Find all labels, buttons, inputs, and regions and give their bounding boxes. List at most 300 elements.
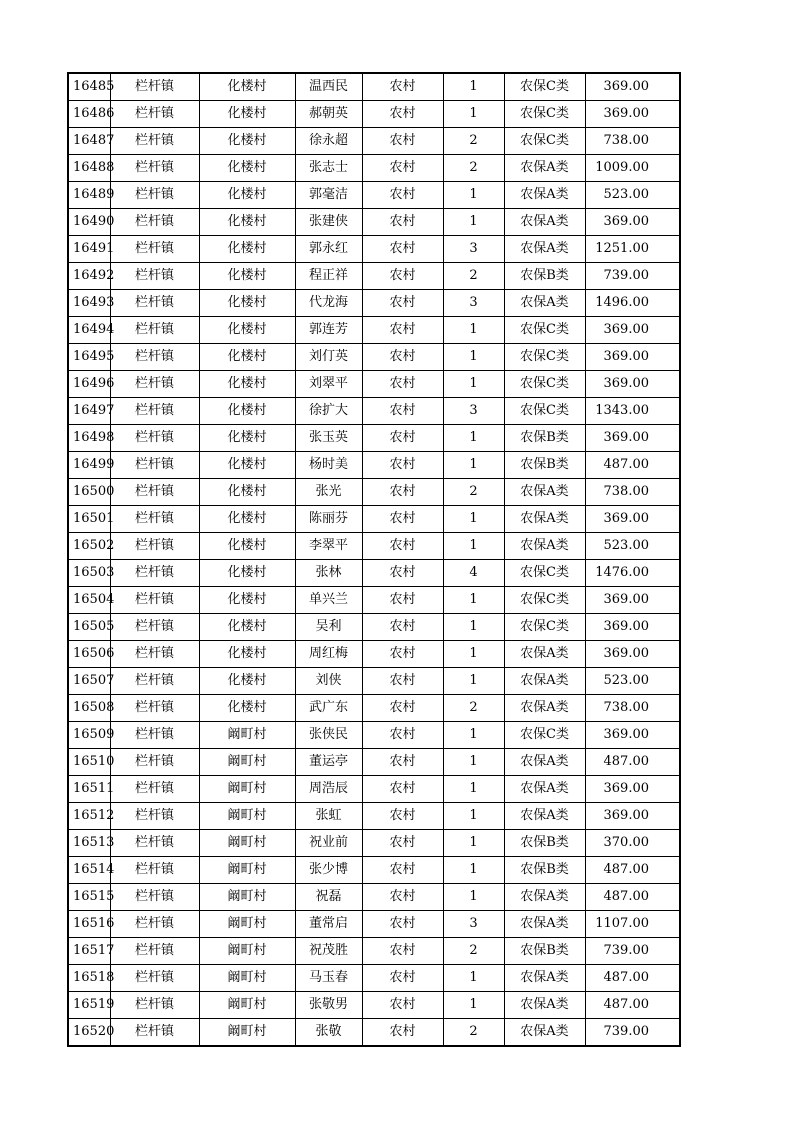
cell-amount: 487.00 — [585, 749, 680, 776]
cell-village: 化楼村 — [199, 614, 295, 641]
cell-name: 刘翠平 — [295, 371, 362, 398]
cell-type: 农村 — [362, 992, 443, 1019]
cell-town: 栏杆镇 — [110, 641, 199, 668]
cell-town: 栏杆镇 — [110, 992, 199, 1019]
cell-amount: 369.00 — [585, 317, 680, 344]
cell-amount: 369.00 — [585, 587, 680, 614]
cell-type: 农村 — [362, 911, 443, 938]
cell-type: 农村 — [362, 236, 443, 263]
cell-village: 化楼村 — [199, 263, 295, 290]
cell-amount: 1496.00 — [585, 290, 680, 317]
cell-type: 农村 — [362, 506, 443, 533]
cell-count: 1 — [443, 73, 504, 101]
cell-amount: 369.00 — [585, 425, 680, 452]
cell-town: 栏杆镇 — [110, 209, 199, 236]
cell-category: 农保B类 — [504, 830, 585, 857]
table-row — [68, 641, 680, 668]
cell-count: 1 — [443, 830, 504, 857]
cell-village: 阚町村 — [199, 992, 295, 1019]
cell-name: 张玉英 — [295, 425, 362, 452]
cell-id: 16517 — [68, 938, 110, 965]
cell-town: 栏杆镇 — [110, 398, 199, 425]
cell-category: 农保C类 — [504, 73, 585, 101]
cell-id: 16502 — [68, 533, 110, 560]
cell-category: 农保C类 — [504, 101, 585, 128]
table-row — [68, 263, 680, 290]
table-body — [68, 73, 680, 1046]
cell-id: 16519 — [68, 992, 110, 1019]
cell-category: 农保B类 — [504, 938, 585, 965]
cell-count: 1 — [443, 101, 504, 128]
cell-name: 张敬男 — [295, 992, 362, 1019]
cell-type: 农村 — [362, 182, 443, 209]
cell-village: 化楼村 — [199, 128, 295, 155]
cell-amount: 487.00 — [585, 992, 680, 1019]
cell-village: 阚町村 — [199, 965, 295, 992]
cell-type: 农村 — [362, 533, 443, 560]
cell-category: 农保A类 — [504, 965, 585, 992]
cell-type: 农村 — [362, 614, 443, 641]
cell-id: 16493 — [68, 290, 110, 317]
cell-village: 阚町村 — [199, 803, 295, 830]
table-row — [68, 965, 680, 992]
cell-count: 1 — [443, 992, 504, 1019]
cell-count: 2 — [443, 479, 504, 506]
cell-type: 农村 — [362, 317, 443, 344]
cell-name: 祝茂胜 — [295, 938, 362, 965]
cell-category: 农保A类 — [504, 1019, 585, 1047]
cell-name: 郭永红 — [295, 236, 362, 263]
cell-id: 16496 — [68, 371, 110, 398]
cell-category: 农保A类 — [504, 155, 585, 182]
cell-town: 栏杆镇 — [110, 857, 199, 884]
cell-village: 阚町村 — [199, 749, 295, 776]
cell-id: 16500 — [68, 479, 110, 506]
cell-count: 2 — [443, 938, 504, 965]
table-row — [68, 911, 680, 938]
cell-name: 张林 — [295, 560, 362, 587]
cell-town: 栏杆镇 — [110, 155, 199, 182]
cell-id: 16511 — [68, 776, 110, 803]
table-row — [68, 128, 680, 155]
cell-count: 1 — [443, 506, 504, 533]
cell-name: 武广东 — [295, 695, 362, 722]
cell-id: 16512 — [68, 803, 110, 830]
cell-town: 栏杆镇 — [110, 722, 199, 749]
cell-id: 16506 — [68, 641, 110, 668]
cell-type: 农村 — [362, 560, 443, 587]
cell-type: 农村 — [362, 73, 443, 101]
cell-id: 16486 — [68, 101, 110, 128]
cell-town: 栏杆镇 — [110, 1019, 199, 1047]
cell-village: 化楼村 — [199, 371, 295, 398]
cell-amount: 369.00 — [585, 506, 680, 533]
cell-name: 张虹 — [295, 803, 362, 830]
cell-village: 化楼村 — [199, 344, 295, 371]
cell-name: 代龙海 — [295, 290, 362, 317]
cell-id: 16494 — [68, 317, 110, 344]
table-row — [68, 209, 680, 236]
cell-name: 郝朝英 — [295, 101, 362, 128]
cell-category: 农保C类 — [504, 398, 585, 425]
table-row — [68, 1019, 680, 1047]
cell-village: 化楼村 — [199, 560, 295, 587]
cell-name: 徐永超 — [295, 128, 362, 155]
cell-category: 农保A类 — [504, 479, 585, 506]
cell-category: 农保A类 — [504, 803, 585, 830]
cell-id: 16501 — [68, 506, 110, 533]
cell-town: 栏杆镇 — [110, 317, 199, 344]
cell-type: 农村 — [362, 695, 443, 722]
cell-type: 农村 — [362, 371, 443, 398]
cell-name: 张敬 — [295, 1019, 362, 1047]
cell-count: 1 — [443, 317, 504, 344]
table-row — [68, 830, 680, 857]
cell-count: 1 — [443, 614, 504, 641]
cell-town: 栏杆镇 — [110, 479, 199, 506]
cell-category: 农保B类 — [504, 857, 585, 884]
table-row — [68, 425, 680, 452]
cell-amount: 369.00 — [585, 344, 680, 371]
cell-id: 16490 — [68, 209, 110, 236]
cell-town: 栏杆镇 — [110, 830, 199, 857]
cell-name: 董常启 — [295, 911, 362, 938]
cell-id: 16491 — [68, 236, 110, 263]
cell-amount: 1343.00 — [585, 398, 680, 425]
cell-category: 农保C类 — [504, 722, 585, 749]
cell-id: 16514 — [68, 857, 110, 884]
table-row — [68, 371, 680, 398]
cell-count: 1 — [443, 452, 504, 479]
cell-count: 1 — [443, 722, 504, 749]
cell-name: 张少博 — [295, 857, 362, 884]
cell-category: 农保A类 — [504, 506, 585, 533]
cell-name: 程正祥 — [295, 263, 362, 290]
table-row — [68, 938, 680, 965]
cell-village: 阚町村 — [199, 938, 295, 965]
cell-category: 农保C类 — [504, 560, 585, 587]
cell-id: 16516 — [68, 911, 110, 938]
cell-count: 1 — [443, 533, 504, 560]
cell-id: 16509 — [68, 722, 110, 749]
cell-type: 农村 — [362, 722, 443, 749]
cell-count: 1 — [443, 182, 504, 209]
table-row — [68, 992, 680, 1019]
cell-name: 吴利 — [295, 614, 362, 641]
cell-category: 农保A类 — [504, 290, 585, 317]
cell-type: 农村 — [362, 1019, 443, 1047]
cell-village: 化楼村 — [199, 533, 295, 560]
cell-count: 1 — [443, 857, 504, 884]
cell-name: 刘侠 — [295, 668, 362, 695]
cell-amount: 369.00 — [585, 776, 680, 803]
cell-town: 栏杆镇 — [110, 425, 199, 452]
cell-amount: 523.00 — [585, 182, 680, 209]
cell-type: 农村 — [362, 749, 443, 776]
cell-amount: 738.00 — [585, 128, 680, 155]
table-row — [68, 290, 680, 317]
table-row — [68, 398, 680, 425]
cell-name: 张侠民 — [295, 722, 362, 749]
cell-amount: 739.00 — [585, 938, 680, 965]
cell-count: 2 — [443, 263, 504, 290]
table-row — [68, 182, 680, 209]
cell-village: 化楼村 — [199, 695, 295, 722]
cell-category: 农保B类 — [504, 263, 585, 290]
cell-town: 栏杆镇 — [110, 371, 199, 398]
cell-category: 农保C类 — [504, 128, 585, 155]
cell-village: 化楼村 — [199, 587, 295, 614]
cell-count: 1 — [443, 884, 504, 911]
cell-count: 3 — [443, 236, 504, 263]
cell-amount: 1107.00 — [585, 911, 680, 938]
table-row — [68, 155, 680, 182]
cell-id: 16505 — [68, 614, 110, 641]
cell-town: 栏杆镇 — [110, 614, 199, 641]
cell-amount: 487.00 — [585, 884, 680, 911]
cell-village: 化楼村 — [199, 668, 295, 695]
table-row — [68, 560, 680, 587]
table-row — [68, 533, 680, 560]
cell-id: 16504 — [68, 587, 110, 614]
cell-amount: 370.00 — [585, 830, 680, 857]
cell-count: 1 — [443, 371, 504, 398]
cell-name: 徐扩大 — [295, 398, 362, 425]
cell-count: 1 — [443, 668, 504, 695]
cell-name: 周红梅 — [295, 641, 362, 668]
cell-count: 1 — [443, 965, 504, 992]
cell-count: 1 — [443, 641, 504, 668]
cell-town: 栏杆镇 — [110, 182, 199, 209]
cell-village: 化楼村 — [199, 479, 295, 506]
cell-name: 郭连芳 — [295, 317, 362, 344]
cell-count: 1 — [443, 587, 504, 614]
cell-type: 农村 — [362, 965, 443, 992]
cell-count: 1 — [443, 776, 504, 803]
cell-id: 16497 — [68, 398, 110, 425]
cell-count: 2 — [443, 128, 504, 155]
cell-name: 郭毫洁 — [295, 182, 362, 209]
cell-id: 16499 — [68, 452, 110, 479]
cell-name: 温西民 — [295, 73, 362, 101]
table-row — [68, 587, 680, 614]
cell-name: 周浩辰 — [295, 776, 362, 803]
cell-type: 农村 — [362, 425, 443, 452]
cell-town: 栏杆镇 — [110, 506, 199, 533]
cell-count: 2 — [443, 1019, 504, 1047]
cell-amount: 487.00 — [585, 857, 680, 884]
cell-village: 化楼村 — [199, 155, 295, 182]
cell-town: 栏杆镇 — [110, 668, 199, 695]
cell-type: 农村 — [362, 209, 443, 236]
cell-amount: 369.00 — [585, 641, 680, 668]
cell-amount: 487.00 — [585, 452, 680, 479]
cell-name: 张光 — [295, 479, 362, 506]
cell-category: 农保A类 — [504, 209, 585, 236]
table-row — [68, 776, 680, 803]
cell-village: 化楼村 — [199, 209, 295, 236]
cell-town: 栏杆镇 — [110, 911, 199, 938]
cell-id: 16492 — [68, 263, 110, 290]
cell-town: 栏杆镇 — [110, 290, 199, 317]
cell-type: 农村 — [362, 857, 443, 884]
cell-village: 化楼村 — [199, 236, 295, 263]
cell-village: 化楼村 — [199, 641, 295, 668]
cell-type: 农村 — [362, 155, 443, 182]
cell-type: 农村 — [362, 830, 443, 857]
cell-category: 农保C类 — [504, 317, 585, 344]
table-row — [68, 749, 680, 776]
cell-type: 农村 — [362, 641, 443, 668]
table-row — [68, 884, 680, 911]
cell-type: 农村 — [362, 884, 443, 911]
cell-count: 4 — [443, 560, 504, 587]
cell-type: 农村 — [362, 587, 443, 614]
cell-category: 农保A类 — [504, 776, 585, 803]
cell-town: 栏杆镇 — [110, 236, 199, 263]
cell-village: 化楼村 — [199, 290, 295, 317]
cell-amount: 369.00 — [585, 101, 680, 128]
cell-name: 张建侠 — [295, 209, 362, 236]
cell-category: 农保A类 — [504, 533, 585, 560]
cell-id: 16498 — [68, 425, 110, 452]
cell-amount: 1476.00 — [585, 560, 680, 587]
cell-count: 2 — [443, 155, 504, 182]
cell-town: 栏杆镇 — [110, 263, 199, 290]
cell-category: 农保C类 — [504, 371, 585, 398]
table-row — [68, 479, 680, 506]
table-row — [68, 317, 680, 344]
cell-id: 16489 — [68, 182, 110, 209]
cell-amount: 523.00 — [585, 668, 680, 695]
cell-amount: 369.00 — [585, 371, 680, 398]
cell-type: 农村 — [362, 398, 443, 425]
cell-village: 阚町村 — [199, 911, 295, 938]
cell-count: 3 — [443, 911, 504, 938]
cell-village: 阚町村 — [199, 884, 295, 911]
cell-name: 祝业前 — [295, 830, 362, 857]
cell-village: 化楼村 — [199, 398, 295, 425]
cell-village: 化楼村 — [199, 101, 295, 128]
cell-name: 祝磊 — [295, 884, 362, 911]
cell-town: 栏杆镇 — [110, 695, 199, 722]
table-row — [68, 857, 680, 884]
cell-amount: 738.00 — [585, 695, 680, 722]
cell-name: 马玉春 — [295, 965, 362, 992]
cell-village: 化楼村 — [199, 182, 295, 209]
cell-category: 农保A类 — [504, 911, 585, 938]
cell-town: 栏杆镇 — [110, 128, 199, 155]
cell-category: 农保A类 — [504, 695, 585, 722]
cell-id: 16488 — [68, 155, 110, 182]
cell-town: 栏杆镇 — [110, 587, 199, 614]
cell-town: 栏杆镇 — [110, 452, 199, 479]
table-row — [68, 452, 680, 479]
cell-amount: 369.00 — [585, 614, 680, 641]
table-row — [68, 695, 680, 722]
cell-town: 栏杆镇 — [110, 344, 199, 371]
cell-name: 杨时美 — [295, 452, 362, 479]
cell-name: 李翠平 — [295, 533, 362, 560]
table-row — [68, 668, 680, 695]
cell-type: 农村 — [362, 128, 443, 155]
cell-amount: 369.00 — [585, 209, 680, 236]
cell-town: 栏杆镇 — [110, 749, 199, 776]
cell-village: 化楼村 — [199, 506, 295, 533]
cell-village: 阚町村 — [199, 830, 295, 857]
cell-id: 16510 — [68, 749, 110, 776]
cell-category: 农保A类 — [504, 992, 585, 1019]
cell-town: 栏杆镇 — [110, 560, 199, 587]
cell-id: 16515 — [68, 884, 110, 911]
cell-category: 农保B类 — [504, 452, 585, 479]
cell-amount: 487.00 — [585, 965, 680, 992]
table-row — [68, 614, 680, 641]
cell-id: 16507 — [68, 668, 110, 695]
cell-type: 农村 — [362, 263, 443, 290]
table-row — [68, 73, 680, 101]
cell-id: 16513 — [68, 830, 110, 857]
cell-amount: 369.00 — [585, 803, 680, 830]
cell-id: 16508 — [68, 695, 110, 722]
cell-category: 农保A类 — [504, 236, 585, 263]
cell-id: 16518 — [68, 965, 110, 992]
cell-category: 农保C类 — [504, 587, 585, 614]
cell-type: 农村 — [362, 479, 443, 506]
payment-table — [67, 72, 681, 1047]
cell-id: 16487 — [68, 128, 110, 155]
table-row — [68, 101, 680, 128]
cell-town: 栏杆镇 — [110, 73, 199, 101]
cell-count: 1 — [443, 749, 504, 776]
table-row — [68, 344, 680, 371]
cell-count: 1 — [443, 803, 504, 830]
cell-type: 农村 — [362, 101, 443, 128]
cell-village: 阚町村 — [199, 857, 295, 884]
cell-amount: 739.00 — [585, 1019, 680, 1047]
cell-category: 农保C类 — [504, 614, 585, 641]
cell-town: 栏杆镇 — [110, 938, 199, 965]
cell-name: 单兴兰 — [295, 587, 362, 614]
cell-type: 农村 — [362, 452, 443, 479]
cell-category: 农保A类 — [504, 668, 585, 695]
cell-count: 1 — [443, 425, 504, 452]
cell-name: 刘仃英 — [295, 344, 362, 371]
cell-category: 农保A类 — [504, 884, 585, 911]
cell-id: 16520 — [68, 1019, 110, 1047]
cell-count: 1 — [443, 209, 504, 236]
cell-type: 农村 — [362, 668, 443, 695]
cell-village: 化楼村 — [199, 452, 295, 479]
cell-category: 农保B类 — [504, 425, 585, 452]
cell-name: 陈丽芬 — [295, 506, 362, 533]
cell-count: 2 — [443, 695, 504, 722]
cell-amount: 1251.00 — [585, 236, 680, 263]
cell-town: 栏杆镇 — [110, 965, 199, 992]
table-row — [68, 236, 680, 263]
cell-count: 1 — [443, 344, 504, 371]
cell-town: 栏杆镇 — [110, 884, 199, 911]
cell-amount: 1009.00 — [585, 155, 680, 182]
cell-id: 16485 — [68, 73, 110, 101]
cell-town: 栏杆镇 — [110, 533, 199, 560]
cell-amount: 369.00 — [585, 722, 680, 749]
cell-type: 农村 — [362, 938, 443, 965]
cell-type: 农村 — [362, 803, 443, 830]
cell-village: 阚町村 — [199, 776, 295, 803]
cell-type: 农村 — [362, 344, 443, 371]
cell-type: 农村 — [362, 290, 443, 317]
